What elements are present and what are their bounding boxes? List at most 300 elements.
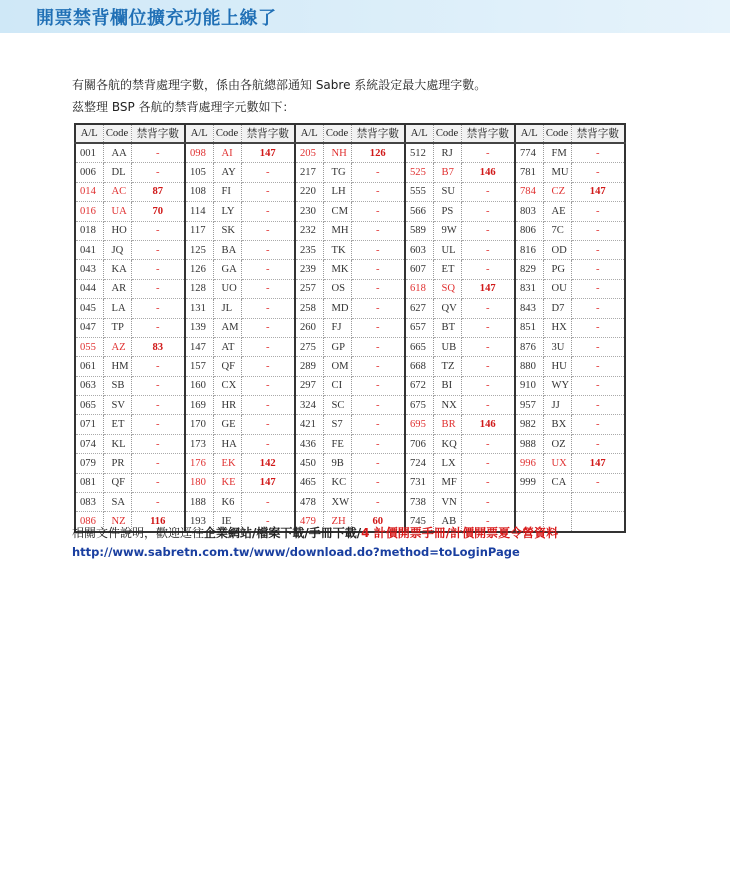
- airline-code-cell: SC: [323, 396, 351, 415]
- airline-number-cell: 126: [185, 260, 213, 279]
- airline-code-cell: SB: [103, 376, 131, 395]
- table-row: [75, 299, 625, 318]
- airline-number-cell: 695: [405, 415, 433, 434]
- airline-code-cell: GE: [213, 415, 241, 434]
- char-limit-cell: -: [131, 240, 185, 259]
- char-limit-cell: -: [131, 434, 185, 453]
- airline-number-cell: 074: [75, 434, 103, 453]
- airline-code-cell: QF: [103, 473, 131, 492]
- airline-number-cell: 843: [515, 299, 543, 318]
- airline-number-cell: 781: [515, 163, 543, 182]
- airline-code-cell: AM: [213, 318, 241, 337]
- airline-code-cell: VN: [433, 493, 461, 512]
- airline-number-cell: 131: [185, 299, 213, 318]
- table-row: [75, 163, 625, 182]
- airline-code-cell: RJ: [433, 143, 461, 163]
- airline-code-cell: CZ: [543, 182, 571, 201]
- airline-number-cell: 806: [515, 221, 543, 240]
- header-count: 禁背字數: [241, 124, 295, 143]
- airline-number-cell: 173: [185, 434, 213, 453]
- char-limit-cell: 146: [461, 415, 515, 434]
- airline-number-cell: 117: [185, 221, 213, 240]
- airline-code-cell: AY: [213, 163, 241, 182]
- airline-number-cell: 566: [405, 202, 433, 221]
- airline-number-cell: 108: [185, 182, 213, 201]
- airline-number-cell: 525: [405, 163, 433, 182]
- airline-code-cell: FJ: [323, 318, 351, 337]
- airline-number-cell: 450: [295, 454, 323, 473]
- header-al: A/L: [75, 124, 103, 143]
- char-limit-cell: -: [241, 240, 295, 259]
- airline-number-cell: 045: [75, 299, 103, 318]
- airline-number-cell: 668: [405, 357, 433, 376]
- airline-number-cell: 055: [75, 337, 103, 356]
- char-limit-cell: -: [131, 163, 185, 182]
- airline-code-cell: QF: [213, 357, 241, 376]
- airline-code-cell: 9W: [433, 221, 461, 240]
- char-limit-cell: -: [571, 202, 625, 221]
- char-limit-cell: -: [461, 318, 515, 337]
- airline-number-cell: 235: [295, 240, 323, 259]
- airline-number-cell: 478: [295, 493, 323, 512]
- char-limit-cell: -: [351, 202, 405, 221]
- char-limit-cell: 147: [461, 279, 515, 298]
- airline-number-cell: 675: [405, 396, 433, 415]
- char-limit-cell: -: [351, 473, 405, 492]
- airline-code-cell: OS: [323, 279, 351, 298]
- char-limit-cell: -: [461, 202, 515, 221]
- airline-code-cell: MK: [323, 260, 351, 279]
- airline-number-cell: 816: [515, 240, 543, 259]
- airline-code-cell: BX: [543, 415, 571, 434]
- airline-code-cell: KL: [103, 434, 131, 453]
- airline-number-cell: 047: [75, 318, 103, 337]
- header-count: 禁背字數: [571, 124, 625, 143]
- airline-number-cell: 001: [75, 143, 103, 163]
- char-limit-cell: -: [241, 318, 295, 337]
- airline-code-cell: TP: [103, 318, 131, 337]
- airline-code-cell: AR: [103, 279, 131, 298]
- airline-number-cell: 232: [295, 221, 323, 240]
- char-limit-cell: -: [351, 163, 405, 182]
- airline-number-cell: 618: [405, 279, 433, 298]
- page-title: 開票禁背欄位擴充功能上線了: [36, 8, 277, 29]
- airline-code-cell: JJ: [543, 396, 571, 415]
- footer-path-2: 4 計價開票手冊/計價開票夏令營資料: [361, 526, 559, 540]
- airline-code-cell: LY: [213, 202, 241, 221]
- airline-number-cell: 803: [515, 202, 543, 221]
- airline-code-cell: SV: [103, 396, 131, 415]
- airline-number-cell: 706: [405, 434, 433, 453]
- airline-number-cell: 176: [185, 454, 213, 473]
- airline-number-cell: 421: [295, 415, 323, 434]
- airline-code-cell: AB: [433, 512, 461, 532]
- char-limit-cell: 147: [241, 143, 295, 163]
- char-limit-cell: -: [461, 143, 515, 163]
- airline-number-cell: 260: [295, 318, 323, 337]
- table-row: [75, 376, 625, 395]
- airline-number-cell: 239: [295, 260, 323, 279]
- char-limit-cell: -: [461, 182, 515, 201]
- airline-code-cell: BT: [433, 318, 461, 337]
- char-limit-cell: 116: [131, 512, 185, 532]
- airline-code-cell: KC: [323, 473, 351, 492]
- char-limit-cell: -: [241, 512, 295, 532]
- airline-number-cell: [515, 493, 543, 512]
- header-code: Code: [433, 124, 461, 143]
- char-limit-cell: -: [351, 493, 405, 512]
- table-row: [75, 318, 625, 337]
- char-limit-cell: -: [351, 454, 405, 473]
- char-limit-cell: -: [241, 396, 295, 415]
- airline-number-cell: 665: [405, 337, 433, 356]
- airline-number-cell: 044: [75, 279, 103, 298]
- char-limit-cell: -: [571, 337, 625, 356]
- airline-number-cell: 957: [515, 396, 543, 415]
- footer-path-1: 企業網站/檔案下載/手冊下載/: [204, 526, 362, 540]
- airline-number-cell: 043: [75, 260, 103, 279]
- airline-code-cell: CA: [543, 473, 571, 492]
- intro-text: [72, 74, 486, 118]
- char-limit-cell: -: [461, 473, 515, 492]
- char-limit-cell: -: [241, 376, 295, 395]
- airline-number-cell: 672: [405, 376, 433, 395]
- table-row: [75, 396, 625, 415]
- airline-number-cell: 512: [405, 143, 433, 163]
- char-limit-cell: -: [131, 473, 185, 492]
- char-limit-cell: -: [461, 434, 515, 453]
- table-row: [75, 279, 625, 298]
- airline-number-cell: 876: [515, 337, 543, 356]
- download-link[interactable]: http://www.sabretn.com.tw/www/download.do?method=toLoginPage: [72, 545, 520, 559]
- header-code: Code: [323, 124, 351, 143]
- airline-number-cell: 745: [405, 512, 433, 532]
- airline-number-cell: 257: [295, 279, 323, 298]
- airline-code-cell: D7: [543, 299, 571, 318]
- char-limit-cell: -: [351, 357, 405, 376]
- airline-number-cell: 170: [185, 415, 213, 434]
- table-row: [75, 337, 625, 356]
- airline-code-cell: DL: [103, 163, 131, 182]
- airline-number-cell: 230: [295, 202, 323, 221]
- airline-code-cell: IE: [213, 512, 241, 532]
- airline-code-cell: TZ: [433, 357, 461, 376]
- airline-number-cell: 160: [185, 376, 213, 395]
- char-limit-cell: -: [571, 299, 625, 318]
- airline-code-cell: ET: [103, 415, 131, 434]
- char-limit-cell: -: [461, 454, 515, 473]
- table-row: [75, 260, 625, 279]
- airline-number-cell: 125: [185, 240, 213, 259]
- airline-code-cell: UL: [433, 240, 461, 259]
- header-al: A/L: [295, 124, 323, 143]
- char-limit-cell: 126: [351, 143, 405, 163]
- char-limit-cell: -: [131, 279, 185, 298]
- char-limit-cell: 60: [351, 512, 405, 532]
- airline-number-cell: 275: [295, 337, 323, 356]
- char-limit-cell: -: [571, 260, 625, 279]
- char-limit-cell: -: [461, 299, 515, 318]
- char-limit-cell: [571, 512, 625, 532]
- char-limit-cell: -: [571, 240, 625, 259]
- char-limit-cell: -: [351, 415, 405, 434]
- char-limit-cell: -: [571, 143, 625, 163]
- airline-code-cell: AZ: [103, 337, 131, 356]
- airline-code-cell: HU: [543, 357, 571, 376]
- char-limit-cell: -: [351, 260, 405, 279]
- airline-code-cell: ET: [433, 260, 461, 279]
- char-limit-cell: -: [461, 260, 515, 279]
- header-al: A/L: [515, 124, 543, 143]
- char-limit-cell: 142: [241, 454, 295, 473]
- char-limit-cell: -: [131, 376, 185, 395]
- airline-number-cell: 098: [185, 143, 213, 163]
- table-row: [75, 454, 625, 473]
- airline-number-cell: 193: [185, 512, 213, 532]
- airline-code-cell: HO: [103, 221, 131, 240]
- char-limit-cell: -: [571, 163, 625, 182]
- airline-number-cell: 180: [185, 473, 213, 492]
- airline-code-cell: [543, 493, 571, 512]
- airline-number-cell: 188: [185, 493, 213, 512]
- char-limit-cell: -: [351, 279, 405, 298]
- table-row: [75, 493, 625, 512]
- char-limit-cell: -: [571, 434, 625, 453]
- airline-code-cell: LH: [323, 182, 351, 201]
- airline-code-cell: JQ: [103, 240, 131, 259]
- airline-code-cell: HA: [213, 434, 241, 453]
- airline-number-cell: 774: [515, 143, 543, 163]
- header-al: A/L: [185, 124, 213, 143]
- airline-code-cell: HR: [213, 396, 241, 415]
- airline-number-cell: 731: [405, 473, 433, 492]
- char-limit-cell: 147: [571, 182, 625, 201]
- airline-code-cell: SU: [433, 182, 461, 201]
- airline-code-cell: UA: [103, 202, 131, 221]
- table-header-row: [75, 124, 625, 143]
- airline-number-cell: 851: [515, 318, 543, 337]
- char-limit-cell: 83: [131, 337, 185, 356]
- airline-number-cell: 169: [185, 396, 213, 415]
- header-banner: [0, 0, 730, 33]
- airline-code-cell: AE: [543, 202, 571, 221]
- airline-code-cell: 9B: [323, 454, 351, 473]
- airline-number-cell: 081: [75, 473, 103, 492]
- airline-code-cell: JL: [213, 299, 241, 318]
- airline-code-cell: MF: [433, 473, 461, 492]
- header-al: A/L: [405, 124, 433, 143]
- char-limit-cell: -: [461, 493, 515, 512]
- airline-code-cell: AI: [213, 143, 241, 163]
- char-limit-cell: -: [571, 357, 625, 376]
- char-limit-cell: -: [351, 240, 405, 259]
- table-row: [75, 240, 625, 259]
- char-limit-cell: -: [241, 357, 295, 376]
- airline-code-cell: KE: [213, 473, 241, 492]
- airline-code-cell: CX: [213, 376, 241, 395]
- header-code: Code: [543, 124, 571, 143]
- airline-code-cell: UO: [213, 279, 241, 298]
- airline-code-cell: AC: [103, 182, 131, 201]
- table-row: [75, 202, 625, 221]
- char-limit-cell: -: [571, 396, 625, 415]
- char-limit-cell: -: [131, 260, 185, 279]
- airline-char-limit-table: [74, 123, 626, 533]
- airline-number-cell: 910: [515, 376, 543, 395]
- airline-number-cell: 061: [75, 357, 103, 376]
- airline-number-cell: 589: [405, 221, 433, 240]
- char-limit-cell: 70: [131, 202, 185, 221]
- char-limit-cell: -: [461, 337, 515, 356]
- char-limit-cell: -: [461, 240, 515, 259]
- char-limit-cell: -: [571, 473, 625, 492]
- table-row: [75, 221, 625, 240]
- airline-number-cell: 128: [185, 279, 213, 298]
- airline-number-cell: 436: [295, 434, 323, 453]
- airline-code-cell: B7: [433, 163, 461, 182]
- footer-note: [72, 524, 558, 541]
- airline-number-cell: 324: [295, 396, 323, 415]
- airline-number-cell: 065: [75, 396, 103, 415]
- airline-code-cell: OM: [323, 357, 351, 376]
- airline-number-cell: 738: [405, 493, 433, 512]
- char-limit-cell: -: [571, 279, 625, 298]
- header-count: 禁背字數: [131, 124, 185, 143]
- char-limit-cell: -: [131, 396, 185, 415]
- char-limit-cell: -: [131, 143, 185, 163]
- airline-number-cell: 205: [295, 143, 323, 163]
- char-limit-cell: -: [241, 299, 295, 318]
- airline-code-cell: QV: [433, 299, 461, 318]
- char-limit-cell: -: [241, 182, 295, 201]
- airline-code-cell: NX: [433, 396, 461, 415]
- airline-code-cell: PG: [543, 260, 571, 279]
- airline-number-cell: 147: [185, 337, 213, 356]
- header-code: Code: [103, 124, 131, 143]
- airline-code-cell: AA: [103, 143, 131, 163]
- airline-code-cell: KQ: [433, 434, 461, 453]
- table-row: [75, 434, 625, 453]
- airline-number-cell: 114: [185, 202, 213, 221]
- airline-code-cell: MU: [543, 163, 571, 182]
- airline-number-cell: 999: [515, 473, 543, 492]
- char-limit-cell: -: [571, 376, 625, 395]
- airline-number-cell: 724: [405, 454, 433, 473]
- char-limit-cell: 146: [461, 163, 515, 182]
- char-limit-cell: -: [241, 337, 295, 356]
- airline-number-cell: 157: [185, 357, 213, 376]
- airline-number-cell: 083: [75, 493, 103, 512]
- airline-number-cell: 217: [295, 163, 323, 182]
- airline-number-cell: 289: [295, 357, 323, 376]
- airline-code-cell: OZ: [543, 434, 571, 453]
- intro-line-1: 有關各航的禁背處理字數，係由各航總部通知 Sabre 系統設定最大處理字數。: [72, 78, 487, 92]
- airline-code-cell: K6: [213, 493, 241, 512]
- char-limit-cell: -: [241, 202, 295, 221]
- airline-code-cell: EK: [213, 454, 241, 473]
- char-limit-cell: -: [241, 260, 295, 279]
- footer-prefix: 相關文件說明，歡迎逕往: [72, 526, 205, 540]
- header-count: 禁背字數: [351, 124, 405, 143]
- header-count: 禁背字數: [461, 124, 515, 143]
- char-limit-cell: -: [241, 163, 295, 182]
- char-limit-cell: -: [241, 221, 295, 240]
- char-limit-cell: -: [351, 337, 405, 356]
- airline-code-cell: S7: [323, 415, 351, 434]
- char-limit-cell: -: [131, 221, 185, 240]
- char-limit-cell: -: [351, 221, 405, 240]
- airline-number-cell: 016: [75, 202, 103, 221]
- airline-number-cell: 831: [515, 279, 543, 298]
- airline-code-cell: WY: [543, 376, 571, 395]
- char-limit-cell: -: [351, 376, 405, 395]
- airline-number-cell: 996: [515, 454, 543, 473]
- airline-number-cell: 603: [405, 240, 433, 259]
- airline-number-cell: 258: [295, 299, 323, 318]
- char-limit-cell: -: [461, 357, 515, 376]
- airline-code-cell: AT: [213, 337, 241, 356]
- airline-number-cell: 063: [75, 376, 103, 395]
- char-limit-cell: -: [241, 415, 295, 434]
- char-limit-cell: -: [131, 299, 185, 318]
- airline-number-cell: 220: [295, 182, 323, 201]
- char-limit-cell: -: [241, 279, 295, 298]
- char-limit-cell: 87: [131, 182, 185, 201]
- char-limit-cell: 147: [241, 473, 295, 492]
- airline-code-cell: SK: [213, 221, 241, 240]
- airline-number-cell: 982: [515, 415, 543, 434]
- airline-code-cell: ZH: [323, 512, 351, 532]
- airline-code-cell: OU: [543, 279, 571, 298]
- table-row: [75, 473, 625, 492]
- airline-number-cell: 465: [295, 473, 323, 492]
- airline-number-cell: 607: [405, 260, 433, 279]
- airline-number-cell: 018: [75, 221, 103, 240]
- table-row: [75, 182, 625, 201]
- airline-code-cell: GA: [213, 260, 241, 279]
- airline-code-cell: CI: [323, 376, 351, 395]
- airline-number-cell: 071: [75, 415, 103, 434]
- airline-number-cell: 297: [295, 376, 323, 395]
- airline-code-cell: FM: [543, 143, 571, 163]
- header-code: Code: [213, 124, 241, 143]
- airline-number-cell: 479: [295, 512, 323, 532]
- airline-number-cell: 041: [75, 240, 103, 259]
- airline-code-cell: KA: [103, 260, 131, 279]
- airline-code-cell: PS: [433, 202, 461, 221]
- char-limit-cell: -: [351, 396, 405, 415]
- airline-code-cell: 7C: [543, 221, 571, 240]
- airline-number-cell: 139: [185, 318, 213, 337]
- airline-code-cell: UB: [433, 337, 461, 356]
- airline-code-cell: XW: [323, 493, 351, 512]
- airline-code-cell: FE: [323, 434, 351, 453]
- airline-number-cell: 627: [405, 299, 433, 318]
- char-limit-cell: -: [131, 493, 185, 512]
- airline-code-cell: CM: [323, 202, 351, 221]
- airline-code-cell: MH: [323, 221, 351, 240]
- airline-code-cell: NH: [323, 143, 351, 163]
- table-row: [75, 143, 625, 163]
- airline-number-cell: 079: [75, 454, 103, 473]
- char-limit-cell: -: [351, 434, 405, 453]
- char-limit-cell: -: [131, 454, 185, 473]
- char-limit-cell: -: [241, 434, 295, 453]
- char-limit-cell: -: [351, 182, 405, 201]
- airline-number-cell: 829: [515, 260, 543, 279]
- airline-number-cell: 784: [515, 182, 543, 201]
- airline-code-cell: UX: [543, 454, 571, 473]
